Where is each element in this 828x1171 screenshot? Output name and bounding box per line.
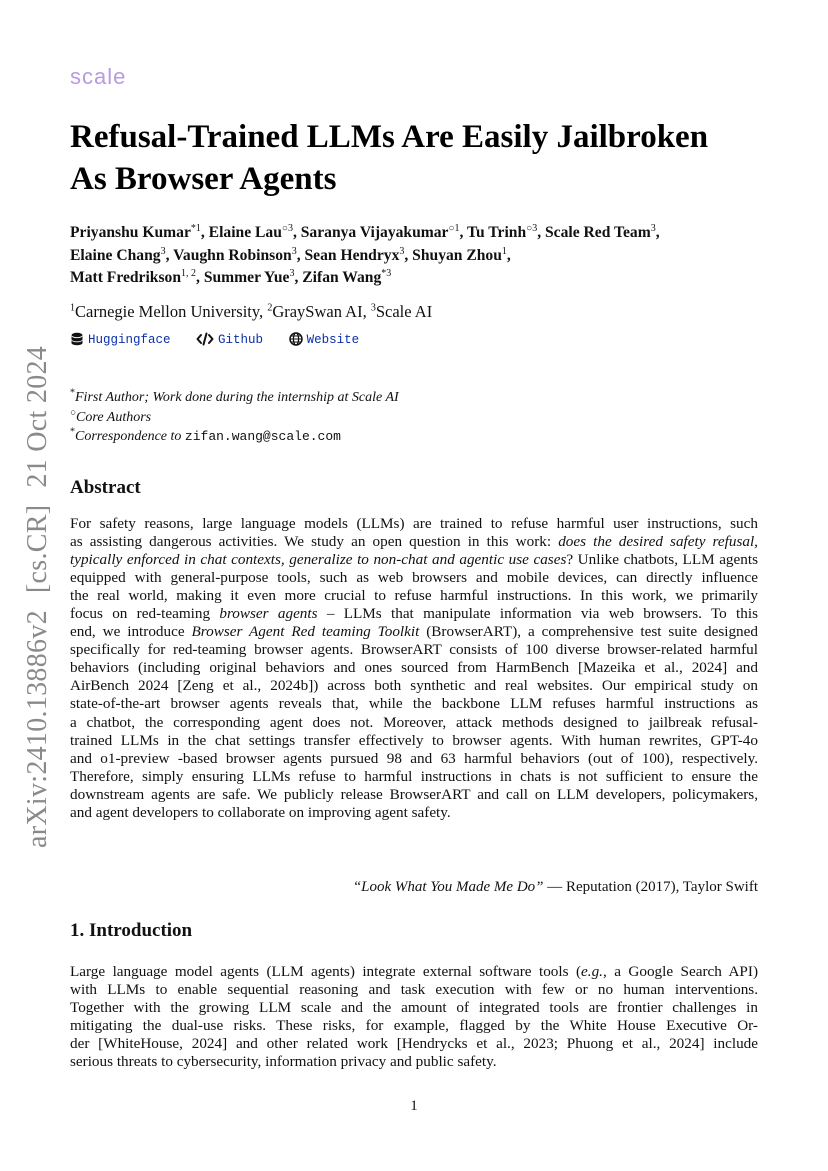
author-name: Sean Hendryx <box>304 246 400 264</box>
abstract-heading: Abstract <box>70 477 141 498</box>
abstract-line: and agent developers to collaborate on improving agent safety. <box>70 803 451 821</box>
abstract-line: focus on red-teaming browser agents – LLMs that manipulate information via web browsers. To this <box>70 605 758 623</box>
abstract-line: state-of-the-art browser agents reveals that, while the backbone LLM refuses harmful instructions as <box>70 695 758 713</box>
author-line: Elaine Chang$^3$, Vaughn Robinson$^3$, Sean Hendryx$^3$, Shuyan Zhou$^1$, <box>70 245 511 264</box>
title-line-1: Refusal-Trained LLMs Are Easily Jailbroken <box>70 119 709 155</box>
huggingface-link[interactable] <box>70 332 171 347</box>
author-name: Matt Fredrikson <box>70 269 182 286</box>
affiliation-mark: 1 <box>70 302 75 314</box>
abstract-line: Therefore, simply ensuring LLMs refuse to harmful instructions in chats is not sufficient to ensure the <box>70 767 758 785</box>
correspondence-email: zifan.wang@scale.com <box>184 429 341 444</box>
affiliations <box>70 302 432 322</box>
globe-icon <box>289 332 303 346</box>
author-affiliation-mark: 3 <box>291 245 297 257</box>
author-affiliation-mark: 3 <box>399 245 405 257</box>
abstract-line: specifically for red-teaming browser agents. BrowserART consists of 100 diverse browser-related harmful <box>70 641 758 659</box>
author-line: Priyanshu Kumar$^{*1}$, Elaine Lau$^{○3}$, Saranya Vijayakumar$^{○1}$, Tu Trinh$^{○3}$, Scale Red Team$^3$, <box>70 222 660 241</box>
abstract-line: the real world, making it even more crucial to refuse harmful instructions. In this work, we primarily <box>70 587 758 605</box>
affiliation-name: Scale AI <box>375 302 433 321</box>
arxiv-category: [cs.CR] <box>22 504 53 594</box>
author-affiliation-mark: 3 <box>650 222 656 234</box>
affiliation-name: GraySwan AI, <box>272 302 371 321</box>
introduction-line: serious threats to cybersecurity, information privacy and public safety. <box>70 1053 497 1071</box>
abstract-line: behaviors (including original behaviors and ones sourced from HarmBench [Mazeika et al., 2024] and <box>70 659 758 677</box>
author-name: Priyanshu Kumar <box>70 224 191 241</box>
abstract-line: as assisting dangerous activities. We study an open question in this work: does the desired safety refusal, <box>70 533 758 551</box>
core-authors-note: ○Core Authors <box>70 406 152 425</box>
author-name: Summer Yue <box>203 269 290 286</box>
author-name: Elaine Chang <box>70 246 161 264</box>
database-icon <box>70 332 84 346</box>
author-name: Zifan Wang <box>302 269 382 286</box>
author-list <box>70 222 770 290</box>
correspondence-note: *Correspondence to zifan.wang@scale.com <box>70 426 341 444</box>
abstract-line: AirBench 2024 [Zeng et al., 2024b]) across both synthetic and real websites. Our empirical study on <box>70 677 758 695</box>
epigraph-quote: “Look What You Made Me Do” <box>352 879 544 895</box>
affiliation-mark: 2 <box>267 302 273 314</box>
introduction-line: mitigating the dual-use risks. These risks, for example, flagged by the White House Executive Or- <box>70 1017 758 1035</box>
author-affiliation-mark: 1, 2 <box>181 267 197 279</box>
author-affiliation-mark: 3 <box>160 245 166 257</box>
author-affiliation-mark: *1 <box>190 222 201 234</box>
introduction-line: Large language model agents (LLM agents) integrate external software tools (e.g., a Google Search API) <box>70 963 758 980</box>
abstract-line: end, we introduce Browser Agent Red teaming Toolkit (BrowserART), a comprehensive test suite designed <box>70 623 758 641</box>
github-link[interactable] <box>196 332 263 347</box>
arxiv-id: arXiv:2410.13886v2 <box>22 610 53 848</box>
website-link[interactable] <box>289 332 360 347</box>
website-label: Website <box>306 333 360 347</box>
abstract-line: trained LLMs in the chat settings transfer effectively to browser agents. With human rewrites, GPT-4o <box>70 731 758 749</box>
author-affiliation-mark: ○1 <box>448 222 460 234</box>
affiliation-mark: 3 <box>370 302 376 314</box>
affiliation-name: Carnegie Mellon University, <box>75 302 268 321</box>
abstract-line: equipped with general-purpose tools, such as web browsers and mobile devices, can directly influence <box>70 569 758 587</box>
title-line-2: As Browser Agents <box>70 161 337 197</box>
introduction-body <box>70 963 758 1072</box>
introduction-line: with LLMs to enable sequential reasoning and task execution with few or no human interventions. <box>70 981 758 999</box>
author-notes <box>70 388 399 447</box>
author-name: Vaughn Robinson <box>173 246 292 264</box>
epigraph-attribution: — Reputation (2017), Taylor Swift <box>543 879 758 895</box>
first-author-note: *First Author; Work done during the internship at Scale AI <box>70 387 399 405</box>
huggingface-label: Huggingface <box>88 333 171 347</box>
author-name: Elaine Lau <box>208 224 282 241</box>
abstract-body <box>70 515 758 822</box>
code-icon <box>196 332 214 346</box>
scale-logo: scale <box>70 64 127 89</box>
abstract-line: typically enforced in chat contexts, generalize to non-chat and agentic use cases? Unlike chatbots, LLM agents <box>70 551 758 569</box>
author-name: Scale Red Team <box>545 224 651 241</box>
resource-links <box>70 332 377 347</box>
author-line: Matt Fredrikson$^{1, 2}$, Summer Yue$^3$, Zifan Wang$^{*3}$ <box>70 267 392 286</box>
author-affiliation-mark: ○3 <box>526 222 538 234</box>
author-name: Shuyan Zhou <box>412 246 502 264</box>
introduction-line: der [WhiteHouse, 2024] and other related work [Hendrycks et al., 2023; Phuong et al., 2024] include <box>70 1035 758 1053</box>
arxiv-stamp <box>22 329 54 848</box>
author-affiliation-mark: 3 <box>289 267 295 279</box>
author-affiliation-mark: ○3 <box>281 222 293 234</box>
page-number: 1 <box>410 1098 418 1114</box>
abstract-line: and o1-preview -based browser agents pursued 98 and 63 harmful behaviors (out of 100), respectively. <box>70 749 758 767</box>
author-affiliation-mark: *3 <box>381 267 392 279</box>
author-affiliation-mark: 1 <box>501 245 507 257</box>
arxiv-date: 21 Oct 2024 <box>22 345 53 488</box>
author-name: Saranya Vijayakumar <box>300 224 449 241</box>
introduction-heading: 1. Introduction <box>70 920 193 941</box>
github-label: Github <box>218 333 264 347</box>
abstract-line: downstream agents are safe. We publicly release BrowserART and call on LLM developers, policymakers, <box>70 785 758 803</box>
paper-title <box>70 116 770 200</box>
abstract-line: For safety reasons, large language models (LLMs) are trained to refuse harmful user instructions, such <box>70 515 758 532</box>
introduction-line: Together with the growing LLM scale and the amount of integrated tools are frontier challenges in <box>70 999 758 1017</box>
epigraph <box>353 879 758 896</box>
abstract-line: a chatbot, the corresponding agent does not. Moreover, attack methods designed to jailbreak refusal- <box>70 713 758 731</box>
author-name: Tu Trinh <box>467 224 527 241</box>
